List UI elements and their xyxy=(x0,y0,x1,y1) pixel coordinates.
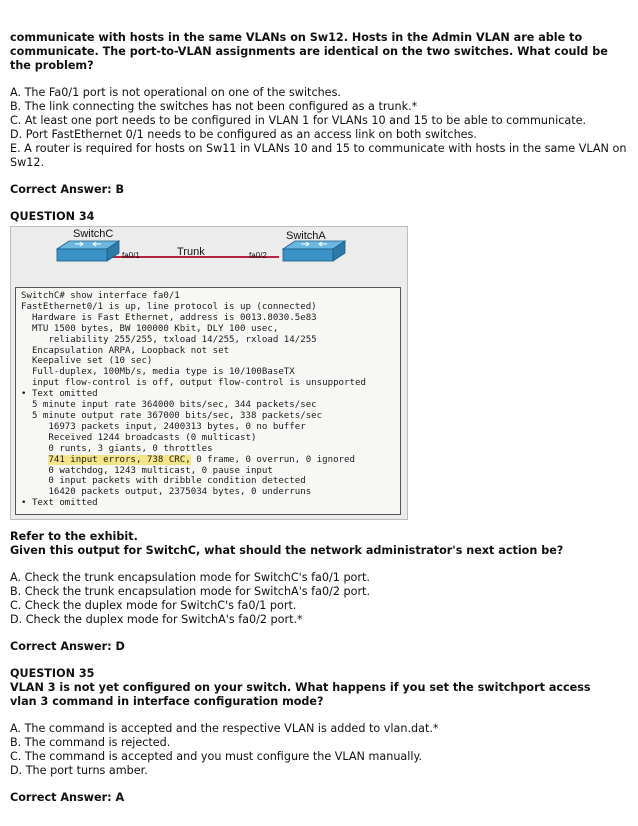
cli-line: SwitchC# show interface fa0/1 xyxy=(21,291,180,301)
cli-line: MTU 1500 bytes, BW 100000 Kbit, DLY 100 usec, xyxy=(21,323,279,334)
cli-line: 0 watchdog, 1243 multicast, 0 pause input xyxy=(21,465,273,476)
cli-line: Encapsulation ARPA, Loopback not set xyxy=(21,345,230,356)
q34-option-b: B. Check the trunk encapsulation mode for SwitchA's fa0/2 port. xyxy=(10,585,370,598)
q33-stem-line: communicate. The port-to-VLAN assignments are identical on the two switches. What could be the problem? xyxy=(10,45,612,72)
q33-stem-line: communicate with hosts in the same VLANs on Sw12. Hosts in the Admin VLAN are able to xyxy=(10,31,583,44)
question-33 xyxy=(10,31,628,197)
q35-option-d: D. The port turns amber. xyxy=(10,764,148,777)
q35-heading: QUESTION 35 xyxy=(10,667,95,680)
cli-line: 16973 packets input, 2400313 bytes, 0 no buffer xyxy=(21,421,306,432)
port-right-label: fa0/2 xyxy=(249,251,267,260)
q33-option-c: C. At least one port needs to be configured in VLAN 1 for VLANs 10 and 15 to be able to communicate. xyxy=(10,114,587,127)
cli-line: Received 1244 broadcasts (0 multicast) xyxy=(21,432,257,443)
trunk-label: Trunk xyxy=(177,246,205,258)
cli-highlight: 741 input errors, 738 CRC, xyxy=(48,454,191,465)
q35-option-b: B. The command is rejected. xyxy=(10,736,171,749)
switch-left-label: SwitchC xyxy=(73,228,114,240)
q35-stem-line: VLAN 3 is not yet configured on your switch. What happens if you set the switchport access xyxy=(10,681,591,694)
q34-option-d: D. Check the duplex mode for SwitchA's fa0/2 port.* xyxy=(10,613,303,626)
cli-line: 16420 packets output, 2375034 bytes, 0 underruns xyxy=(21,487,312,498)
cli-line: reliability 255/255, txload 14/255, rxload 14/255 xyxy=(21,334,317,345)
q34-option-a: A. Check the trunk encapsulation mode for SwitchC's fa0/1 port. xyxy=(10,571,370,584)
cli-line: 5 minute input rate 364000 bits/sec, 344 packets/sec xyxy=(21,400,317,411)
cli-line: 0 input packets with dribble condition detected xyxy=(21,476,306,487)
cli-line: FastEthernet0/1 is up, line protocol is up (connected) xyxy=(21,301,317,312)
cli-line: 5 minute output rate 367000 bits/sec, 338 packets/sec xyxy=(21,410,323,421)
cli-output xyxy=(15,287,401,515)
network-topology-diagram xyxy=(11,227,407,283)
cli-line: input flow-control is off, output flow-control is unsupported xyxy=(21,378,366,389)
cli-line: • Text omitted xyxy=(21,389,98,400)
switch-right-label: SwitchA xyxy=(286,230,326,242)
q33-option-e: E. A router is required for hosts on Sw11 in VLANs 10 and 15 to communicate with hosts in the same VLAN on xyxy=(10,142,627,155)
document-page xyxy=(10,0,628,805)
switch-right-icon xyxy=(283,241,345,261)
q34-heading: QUESTION 34 xyxy=(10,210,95,223)
cli-line: Keepalive set (10 sec) xyxy=(21,356,153,367)
q34-stem-line: Refer to the exhibit. xyxy=(10,530,138,543)
port-left-label: fa0/1 xyxy=(122,251,140,260)
q34-correct-answer: Correct Answer: D xyxy=(10,640,125,653)
q35-option-a: A. The command is accepted and the respective VLAN is added to vlan.dat.* xyxy=(10,722,439,735)
question-35 xyxy=(10,667,628,805)
cli-line: 0 runts, 3 giants, 0 throttles xyxy=(21,443,213,454)
q33-correct-answer: Correct Answer: B xyxy=(10,183,125,196)
q34-option-c: C. Check the duplex mode for SwitchC's fa0/1 port. xyxy=(10,599,297,612)
q33-option-e-cont: Sw12. xyxy=(10,156,45,169)
q33-option-d: D. Port FastEthernet 0/1 needs to be configured as an access link on both switches. xyxy=(10,128,477,141)
cli-line: Full-duplex, 100Mb/s, media type is 10/100BaseTX xyxy=(21,367,295,378)
q33-option-b: B. The link connecting the switches has not been configured as a trunk.* xyxy=(10,100,418,113)
q34-exhibit xyxy=(10,226,408,520)
cli-line: • Text omitted xyxy=(21,498,98,509)
q33-option-a: A. The Fa0/1 port is not operational on one of the switches. xyxy=(10,86,341,99)
q34-stem-line: Given this output for SwitchC, what should the network administrator's next action be? xyxy=(10,544,564,557)
cli-line: Hardware is Fast Ethernet, address is 0013.8030.5e83 xyxy=(21,312,317,323)
switch-left-icon xyxy=(57,241,119,261)
q35-stem-line: vlan 3 command in interface configuration mode? xyxy=(10,695,324,708)
q35-correct-answer: Correct Answer: A xyxy=(10,791,125,804)
q35-option-c: C. The command is accepted and you must configure the VLAN manually. xyxy=(10,750,423,763)
question-34 xyxy=(10,210,628,654)
cli-line-highlighted: 741 input errors, 738 CRC, 0 frame, 0 overrun, 0 ignored xyxy=(48,454,355,465)
